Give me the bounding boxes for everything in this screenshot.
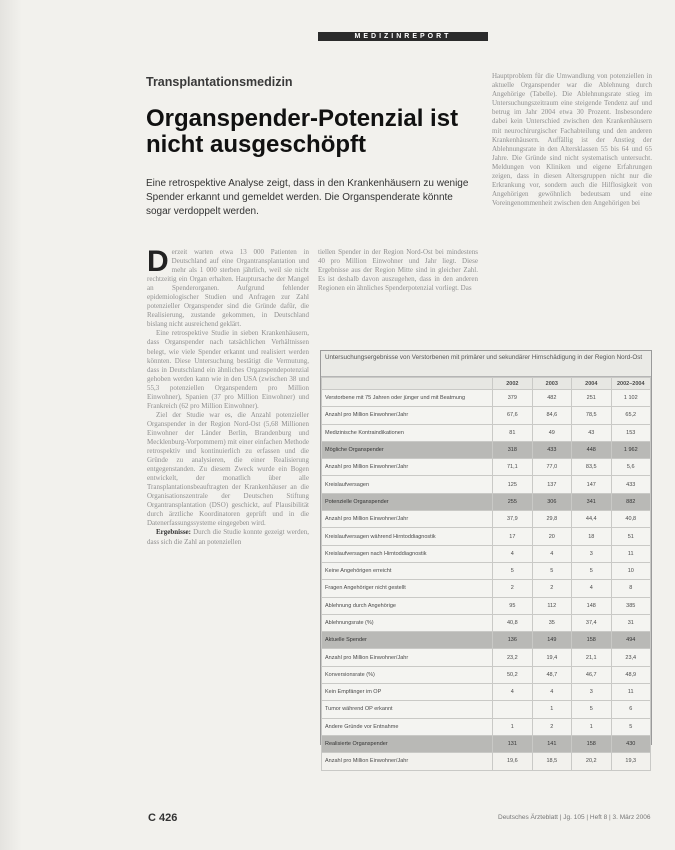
table-row [322, 493, 651, 510]
row-label: Andere Gründe vor Entnahme [322, 718, 493, 735]
table-cell: 3 [572, 545, 611, 562]
article-title: Organspender-Potenzial ist nicht ausgeschöpft [146, 105, 459, 158]
column-header: 2002 [493, 378, 532, 390]
table-cell: 5,6 [611, 459, 651, 476]
table-cell: 448 [572, 441, 611, 458]
table-row [322, 390, 651, 407]
table-cell: 4 [493, 545, 532, 562]
row-label: Konversionsrate (%) [322, 666, 493, 683]
table-row [322, 718, 651, 735]
table-row [322, 597, 651, 614]
row-label: Fragen Angehöriger nicht gestellt [322, 580, 493, 597]
table-cell: 149 [532, 632, 571, 649]
table-cell: 77,0 [532, 459, 571, 476]
table-cell: 20,2 [572, 753, 611, 770]
table-cell: 67,6 [493, 407, 532, 424]
table-cell: 78,5 [572, 407, 611, 424]
table-cell: 482 [532, 390, 571, 407]
table-cell: 17 [493, 528, 532, 545]
table-cell: 83,5 [572, 459, 611, 476]
table-cell: 19,4 [532, 649, 571, 666]
table-cell: 112 [532, 597, 571, 614]
table-cell: 48,7 [532, 666, 571, 683]
table-row [322, 476, 651, 493]
table-cell: 385 [611, 597, 651, 614]
row-label: Mögliche Organspender [322, 441, 493, 458]
results-text: Durch die Studie konnte gezeigt werden, dass sich die Zahl an potenziellen [147, 528, 310, 546]
table-cell: 5 [572, 701, 611, 718]
table-cell: 35 [532, 614, 571, 631]
row-label: Ablehnung durch Angehörige [322, 597, 493, 614]
table-cell: 136 [493, 632, 532, 649]
table-cell: 141 [532, 735, 571, 752]
results-table [321, 377, 651, 771]
table-cell: 158 [572, 735, 611, 752]
table-row [322, 666, 651, 683]
table-row [322, 562, 651, 579]
column-header: 2003 [532, 378, 571, 390]
table-cell: 49 [532, 424, 571, 441]
paragraph-aim: Ziel der Studie war es, die Anzahl potenzieller Organspender in der Region Nord-Ost (5,68 Millionen Einwohner der Länder Berlin, Brandenburg und Mecklenburg-Vorpommern) mit einer einfachen Methode retrospektiv und kontinuierlich zu erfassen und die Gründe zu analysieren, die einer Realisierung entgegenstanden. Zu diesem Zweck wurde ein Bogen entwickelt, der monatlich über alle Transplantationsbeauftragten der Krankenhäuser an die Organisationszentrale der Deutschen Stiftung Organtransplantation (DSO) geschickt, auf Plausibilität durch ärztliche Koordinatoren geprüft und in die Datenerfassungssysteme eingegeben wird. [147, 410, 309, 528]
table-cell: 137 [532, 476, 571, 493]
table-row [322, 511, 651, 528]
table-cell: 48,9 [611, 666, 651, 683]
table-row [322, 735, 651, 752]
page-edge-shadow [0, 0, 22, 850]
table-cell: 4 [493, 684, 532, 701]
table-cell: 31 [611, 614, 651, 631]
row-label: Anzahl pro Million Einwohner/Jahr [322, 407, 493, 424]
table-cell: 882 [611, 493, 651, 510]
table-cell: 11 [611, 545, 651, 562]
column-header [322, 378, 493, 390]
table-cell: 23,4 [611, 649, 651, 666]
table-cell: 153 [611, 424, 651, 441]
section-banner: MEDIZINREPORT [318, 32, 488, 41]
table-cell: 125 [493, 476, 532, 493]
table-cell: 4 [532, 684, 571, 701]
results-table-box [320, 350, 652, 765]
table-cell: 1 [532, 701, 571, 718]
table-cell: 95 [493, 597, 532, 614]
row-label: Realisierte Organspender [322, 735, 493, 752]
page-number: C 426 [148, 812, 178, 824]
table-cell: 4 [532, 545, 571, 562]
row-label: Kreislaufversagen [322, 476, 493, 493]
intro-text: erzeit warten etwa 13 000 Patienten in Deutschland auf eine Organtransplantation und mehr als 1 000 sterben jährlich, weil sie nicht rechtzeitig ein Organ erhalten. Hauptursache der Mangel an Spenderorganen. Aufgrund fehlender epidemiologischer Studien und Anfragen zur Zahl potenzieller Organspender sind die Gründe dafür, die Realisierung, zustande gekommen, in Deutschland bislang nicht ausreichend geklärt. [147, 248, 309, 329]
table-cell: 11 [611, 684, 651, 701]
table-cell: 494 [611, 632, 651, 649]
table-body [322, 390, 651, 771]
table-cell: 37,9 [493, 511, 532, 528]
table-row [322, 528, 651, 545]
table-cell: 84,6 [532, 407, 571, 424]
drop-cap: D [147, 245, 169, 278]
article-column-1 [147, 245, 310, 547]
article-kicker: Transplantationsmedizin [146, 75, 293, 89]
row-label: Verstorbene mit 75 Jahren oder jünger und mit Beatmung [322, 390, 493, 407]
table-cell: 1 [493, 718, 532, 735]
table-cell: 40,8 [493, 614, 532, 631]
row-label: Anzahl pro Million Einwohner/Jahr [322, 511, 493, 528]
row-label: Medizinische Kontraindikationen [322, 424, 493, 441]
table-caption: Untersuchungsergebnisse von Verstorbenen mit primärer und sekundärer Hirnschädigung in der Region Nord-Ost [321, 351, 651, 377]
row-label: Kreislaufversagen nach Hirntoddiagnostik [322, 545, 493, 562]
column-header: 2002–2004 [611, 378, 651, 390]
table-cell: 131 [493, 735, 532, 752]
row-label: Ablehnungsrate (%) [322, 614, 493, 631]
row-label: Aktuelle Spender [322, 632, 493, 649]
table-cell: 5 [572, 562, 611, 579]
table-row [322, 545, 651, 562]
table-cell: 6 [611, 701, 651, 718]
table-cell: 251 [572, 390, 611, 407]
table-cell: 4 [572, 580, 611, 597]
table-cell: 2 [532, 718, 571, 735]
table-cell: 1 102 [611, 390, 651, 407]
table-cell: 306 [532, 493, 571, 510]
table-cell: 1 962 [611, 441, 651, 458]
column-header: 2004 [572, 378, 611, 390]
table-cell: 255 [493, 493, 532, 510]
table-cell: 158 [572, 632, 611, 649]
table-cell: 21,1 [572, 649, 611, 666]
table-cell: 341 [572, 493, 611, 510]
table-cell: 10 [611, 562, 651, 579]
row-label: Kreislaufversagen während Hirntoddiagnostik [322, 528, 493, 545]
table-cell: 43 [572, 424, 611, 441]
table-cell: 18,5 [532, 753, 571, 770]
table-cell: 433 [611, 476, 651, 493]
table-row [322, 632, 651, 649]
table-cell: 65,2 [611, 407, 651, 424]
article-column-2: tiellen Spender in der Region Nord-Ost bei mindestens 40 pro Million Einwohner und Jahr liegt. Diese Ergebnisse aus der Region Mitte sind in gleicher Zahl. Es ist deshalb davon auszugehen, dass in den anderen Regionen ein ähnliches Spenderpotenzial vorliegt. Das [318, 248, 478, 293]
table-cell: 379 [493, 390, 532, 407]
row-label: Tumor während OP erkannt [322, 701, 493, 718]
table-cell: 318 [493, 441, 532, 458]
table-cell: 5 [493, 562, 532, 579]
table-row [322, 684, 651, 701]
table-row [322, 614, 651, 631]
table-cell: 148 [572, 597, 611, 614]
table-cell: 29,8 [532, 511, 571, 528]
paragraph-results [147, 528, 309, 546]
table-cell: 1 [572, 718, 611, 735]
table-row [322, 649, 651, 666]
table-cell [493, 701, 532, 718]
table-cell: 147 [572, 476, 611, 493]
table-cell: 5 [532, 562, 571, 579]
table-cell: 430 [611, 735, 651, 752]
table-cell: 20 [532, 528, 571, 545]
table-cell: 44,4 [572, 511, 611, 528]
table-cell: 46,7 [572, 666, 611, 683]
table-cell: 50,2 [493, 666, 532, 683]
row-label: Keine Angehörigen erreicht [322, 562, 493, 579]
table-row [322, 701, 651, 718]
table-row [322, 459, 651, 476]
table-header-row [322, 378, 651, 390]
table-cell: 81 [493, 424, 532, 441]
table-cell: 8 [611, 580, 651, 597]
article-lead: Eine retrospektive Analyse zeigt, dass in den Krankenhäusern zu wenige Spender erkannt und gemeldet werden. Die Organspenderate könnte sogar verdoppelt werden. [146, 178, 469, 217]
row-label: Kein Empfänger im OP [322, 684, 493, 701]
table-cell: 51 [611, 528, 651, 545]
table-cell: 19,6 [493, 753, 532, 770]
row-label: Anzahl pro Million Einwohner/Jahr [322, 649, 493, 666]
table-cell: 37,4 [572, 614, 611, 631]
table-cell: 433 [532, 441, 571, 458]
table-cell: 19,3 [611, 753, 651, 770]
right-column-text: Hauptproblem für die Umwandlung von potenziellen in aktuelle Organspender war die Ablehnung durch Angehörige (Tabelle). Die Ablehnungsrate stieg im Untersuchungszeitraum eine steigende Tendenz auf und betrug im Jahr 2004 etwa 30 Prozent. Insbesondere dabei kein Unterschied zwischen den Krankenhäusern mit neurochirurgischer Fachabteilung und den anderen Krankenhäusern. Auffällig ist der Anstieg der Ablehnungsrate in den Altersklassen 55 bis 64 und 65 Jahre. Die Gründe sind nicht systematisch untersucht. Meldungen von Kliniken und eigene Erfahrungen zeigen, dass in diesen Altersgruppen nicht nur die Erkrankung vor, sondern auch die Hilflosigkeit von Angehörigen gewöhnlich bedeutsam und eine Voreingenommenheit zwischen den Angehörigen bei [492, 72, 652, 208]
table-cell: 40,8 [611, 511, 651, 528]
paragraph-intro [147, 245, 309, 329]
results-label: Ergebnisse: [156, 528, 191, 537]
row-label: Anzahl pro Million Einwohner/Jahr [322, 459, 493, 476]
table-cell: 5 [611, 718, 651, 735]
table-row [322, 580, 651, 597]
table-cell: 23,2 [493, 649, 532, 666]
table-cell: 18 [572, 528, 611, 545]
table-cell: 2 [532, 580, 571, 597]
table-row [322, 441, 651, 458]
row-label: Potenzielle Organspender [322, 493, 493, 510]
table-cell: 3 [572, 684, 611, 701]
table-row [322, 407, 651, 424]
table-row [322, 753, 651, 770]
table-row [322, 424, 651, 441]
journal-citation: Deutsches Ärzteblatt | Jg. 105 | Heft 8 | 3. März 2006 [498, 814, 651, 821]
table-cell: 2 [493, 580, 532, 597]
row-label: Anzahl pro Million Einwohner/Jahr [322, 753, 493, 770]
table-cell: 71,1 [493, 459, 532, 476]
paragraph-study: Eine retrospektive Studie in sieben Krankenhäusern, dass Organspender nach tatsächlichen Verhältnissen belegt, wie viele Spender erkannt und realisiert werden könnten. Diese Untersuchung bestätigt die Vermutung, dass in Deutschland ein ähnliches Organspendepotenzial gehoben werden kann wie in den USA (zwischen 38 und 55,3 potenziellen Organspendern pro Million Einwohner), Spanien (37 pro Million Einwohner) und Frankreich (62 pro Million Einwohner). [147, 329, 309, 410]
